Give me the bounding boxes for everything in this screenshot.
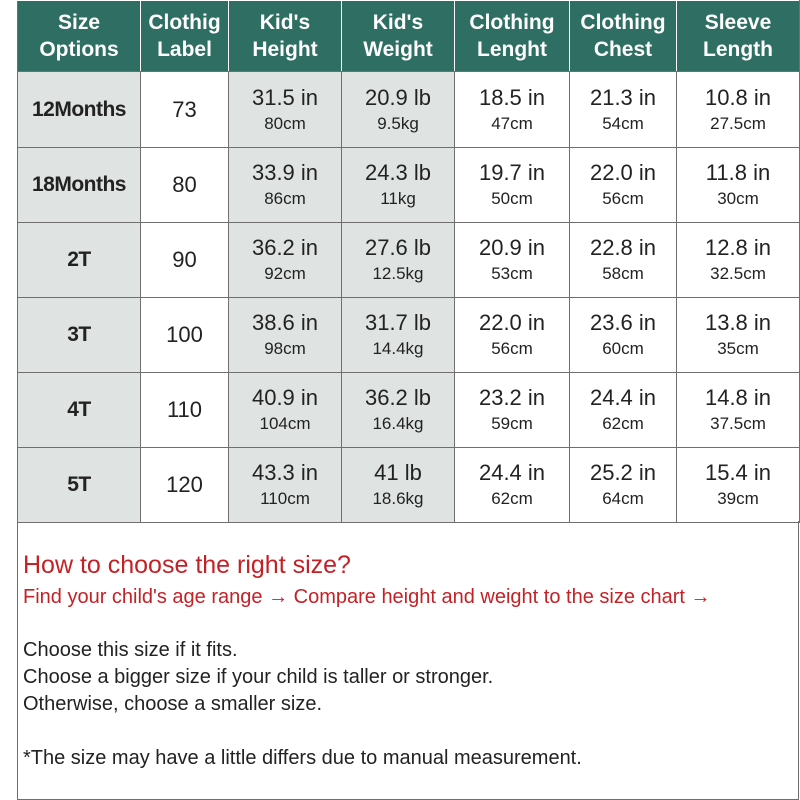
clothing-label-cell: 120 <box>141 448 229 523</box>
header-size-options: Size Options <box>18 1 141 72</box>
table-header-row <box>18 1 800 72</box>
clothing-label-cell: 100 <box>141 298 229 373</box>
size-option-cell: 3T <box>18 298 141 373</box>
header-sleeve-length: Sleeve Length <box>677 1 800 72</box>
size-guide-steps: Find your child's age range → Compare height and weight to the size chart → <box>23 586 711 608</box>
header-clothing-label: Clothig Label <box>141 1 229 72</box>
table-row <box>18 448 800 523</box>
size-guide-line-fits: Choose this size if it fits. <box>23 639 238 661</box>
sleeve-cell: 15.4 in 39cm <box>677 448 800 523</box>
header-clothing-chest: Clothing Chest <box>570 1 677 72</box>
measurement-disclaimer: *The size may have a little differs due to manual measurement. <box>23 747 582 769</box>
length-cell: 18.5 in 47cm <box>455 72 570 148</box>
sleeve-cell: 11.8 in 30cm <box>677 148 800 223</box>
clothing-label-cell: 80 <box>141 148 229 223</box>
weight-cell: 27.6 lb 12.5kg <box>342 223 455 298</box>
size-option-cell: 18Months <box>18 148 141 223</box>
height-cell: 38.6 in 98cm <box>229 298 342 373</box>
sleeve-cell: 14.8 in 37.5cm <box>677 373 800 448</box>
height-cell: 31.5 in 80cm <box>229 72 342 148</box>
length-cell: 19.7 in 50cm <box>455 148 570 223</box>
table-row <box>18 72 800 148</box>
size-guide-title: How to choose the right size? <box>23 551 351 579</box>
length-cell: 24.4 in 62cm <box>455 448 570 523</box>
header-kids-height: Kid's Height <box>229 1 342 72</box>
weight-cell: 24.3 lb 11kg <box>342 148 455 223</box>
chest-cell: 22.8 in 58cm <box>570 223 677 298</box>
size-guide-notes <box>17 521 799 800</box>
weight-cell: 31.7 lb 14.4kg <box>342 298 455 373</box>
sleeve-cell: 10.8 in 27.5cm <box>677 72 800 148</box>
table-row <box>18 373 800 448</box>
length-cell: 23.2 in 59cm <box>455 373 570 448</box>
height-cell: 40.9 in 104cm <box>229 373 342 448</box>
length-cell: 22.0 in 56cm <box>455 298 570 373</box>
size-chart-table <box>17 0 800 523</box>
clothing-label-cell: 73 <box>141 72 229 148</box>
height-cell: 33.9 in 86cm <box>229 148 342 223</box>
size-guide-line-smaller: Otherwise, choose a smaller size. <box>23 693 323 715</box>
weight-cell: 41 lb 18.6kg <box>342 448 455 523</box>
chest-cell: 23.6 in 60cm <box>570 298 677 373</box>
weight-cell: 36.2 lb 16.4kg <box>342 373 455 448</box>
header-clothing-length: Clothing Lenght <box>455 1 570 72</box>
size-option-cell: 12Months <box>18 72 141 148</box>
chest-cell: 21.3 in 54cm <box>570 72 677 148</box>
table-row <box>18 298 800 373</box>
clothing-label-cell: 90 <box>141 223 229 298</box>
clothing-label-cell: 110 <box>141 373 229 448</box>
header-kids-weight: Kid's Weight <box>342 1 455 72</box>
height-cell: 36.2 in 92cm <box>229 223 342 298</box>
sleeve-cell: 12.8 in 32.5cm <box>677 223 800 298</box>
sleeve-cell: 13.8 in 35cm <box>677 298 800 373</box>
weight-cell: 20.9 lb 9.5kg <box>342 72 455 148</box>
table-row <box>18 148 800 223</box>
chest-cell: 22.0 in 56cm <box>570 148 677 223</box>
size-option-cell: 5T <box>18 448 141 523</box>
size-option-cell: 4T <box>18 373 141 448</box>
chest-cell: 25.2 in 64cm <box>570 448 677 523</box>
table-row <box>18 223 800 298</box>
chest-cell: 24.4 in 62cm <box>570 373 677 448</box>
height-cell: 43.3 in 110cm <box>229 448 342 523</box>
size-option-cell: 2T <box>18 223 141 298</box>
size-guide-line-bigger: Choose a bigger size if your child is taller or stronger. <box>23 666 494 688</box>
length-cell: 20.9 in 53cm <box>455 223 570 298</box>
